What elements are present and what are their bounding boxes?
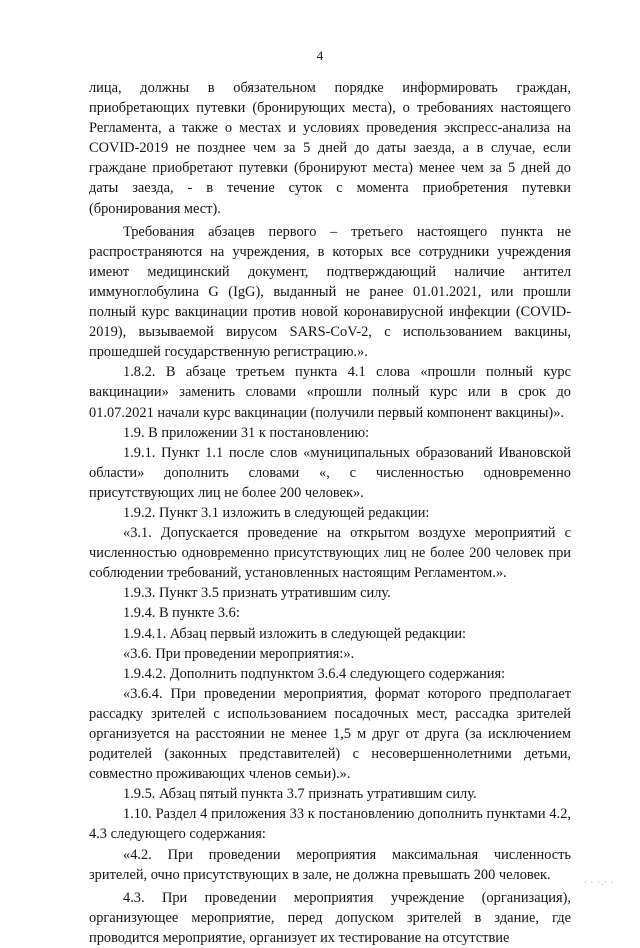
paragraph-continuation: лица, должны в обязательном порядке информировать граждан, приобретающих путевки (бронирующих места), о требованиях настоящего Регламента, а также о местах и условиях проведения экспресс-анализа на COVID-2019 не позднее чем за 5 дней до даты заезда, а в случае, если граждане приобретают путевки (бронируют места) менее чем за 5 дней до даты заезда, - в течение суток с момента приобретения путевки (бронирования мест). [89, 80, 571, 217]
paragraph-quote-3-6-4: «3.6.4. При проведении мероприятия, формат которого предполагает рассадку зрителей с использованием посадочных мест, рассадка зрителей организуется на расстоянии не менее 1,5 м друг от друга (за исключением родителей (законных представителей) с несовершеннолетними детьми, совместно проживающих членов семьи).». [89, 685, 571, 783]
paragraph-1-9-4: 1.9.4. В пункте 3.6: [123, 605, 240, 622]
paragraph-1-9-4-1: 1.9.4.1. Абзац первый изложить в следующей редакции: [123, 625, 467, 642]
paragraph-4-3: 4.3. При проведении мероприятия учреждение (организация), организующее мероприятие, перед допуском зрителей в здание, где проводится мероприятие, организует их тестирование на отсутствие [89, 889, 571, 946]
page-number: 4 [316, 48, 324, 63]
paragraph-1-9: 1.9. В приложении 31 к постановлению: [123, 424, 370, 441]
paragraph-quote-3-6: «3.6. При проведении мероприятия:». [123, 645, 355, 662]
paragraph-1-9-3: 1.9.3. Пункт 3.5 признать утратившим силу. [123, 585, 391, 602]
paragraph-1-9-5: 1.9.5. Абзац пятый пункта 3.7 признать утратившим силу. [123, 786, 477, 803]
paragraph-quote-4-2: «4.2. При проведении мероприятия максимальная численность зрителей, очно присутствующих в зале, не должна превышать 200 человек. [89, 846, 571, 883]
document-body [89, 78, 571, 948]
paragraph-1-8-2: 1.8.2. В абзаце третьем пункта 4.1 слова «прошли полный курс вакцинации» заменить словами «прошли полный курс или в срок до 01.07.2021 начали курс вакцинации (получили первый компонент вакцины)». [89, 364, 571, 421]
paragraph-1-10: 1.10. Раздел 4 приложения 33 к постановлению дополнить пунктами 4.2, 4.3 следующего содержания: [89, 806, 571, 843]
paragraph-requirements-exemption: Требования абзацев первого – третьего настоящего пункта не распространяются на учреждения, в которых все сотрудники учреждения имеют медицинский документ, подтверждающий наличие антител иммуноглобулина G (IgG), выданный не ранее 01.01.2021, или прошли полный курс вакцинации против новой коронавирусной инфекции (COVID-2019), вызываемой вирусом SARS-CoV-2, с использованием вакцины, прошедшей государственную регистрацию.». [89, 223, 571, 361]
scan-artifact-mark: · · ·.· · [584, 878, 615, 887]
paragraph-1-9-4-2: 1.9.4.2. Дополнить подпунктом 3.6.4 следующего содержания: [123, 665, 506, 682]
paragraph-quote-3-1: «3.1. Допускается проведение на открытом воздухе мероприятий с численностью одновременно присутствующих лиц не более 200 человек при соблюдении требований, установленных настоящим Регламентом.». [89, 525, 571, 582]
paragraph-1-9-1: 1.9.1. Пункт 1.1 после слов «муниципальных образований Ивановской области» дополнить словами «, с численностью одновременно присутствующих лиц не более 200 человек». [89, 444, 571, 501]
paragraph-1-9-2: 1.9.2. Пункт 3.1 изложить в следующей редакции: [123, 504, 430, 521]
